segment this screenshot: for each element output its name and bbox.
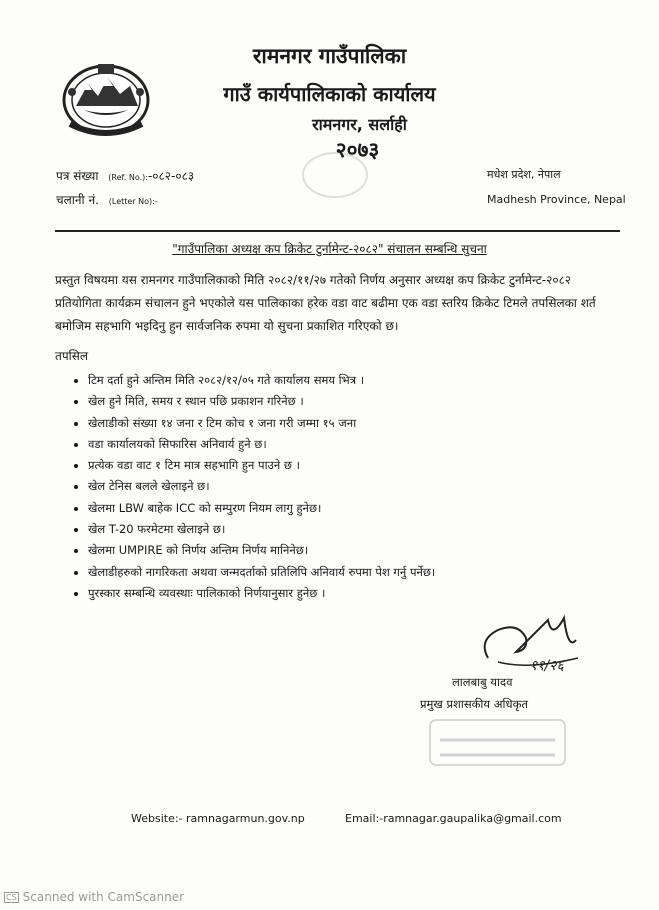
- notice-body: प्रस्तुत विषयमा यस रामनगर गाउँपालिकाको मिति २०८२/११/२७ गतेको निर्णय अनुसार अध्यक्ष कप क्रिकेट टुर्नामेन्ट-२०८२ प्रतियोगिता कार्यक्रम संचालन हुने भएकोले यस पालिकाका हरेक वडा वाट बढीमा एक वडा स्तरिय क्रिकेट टिमले तपसिलका शर्त बमोजिम सहभागि भइदिनु हुन सार्वजनिक रुपमा यो सुचना प्रकाशित गरिएको छ।: [55, 273, 596, 333]
- scanner-watermark: CS Scanned with CamScanner: [6, 890, 185, 904]
- ref-number: पत्र संख्या (Ref. No.):-०८२-०८३: [56, 169, 195, 183]
- header-divider: [55, 230, 620, 232]
- letter-number: चलानी नं. (Letter No):-: [56, 193, 158, 207]
- email-link[interactable]: Email:-ramnagar.gaupalika@gmail.com: [345, 812, 562, 825]
- list-item: • खेलमा LBW बाहेक ICC को सम्पुरण नियम लागु हुनेछ।: [88, 498, 558, 519]
- details-heading: तपसिल: [55, 349, 89, 363]
- list-item: • खेल T-20 फरमेटमा खेलाइने छ।: [88, 519, 558, 540]
- rules-list: [70, 370, 558, 604]
- established-year: २०७३: [335, 138, 380, 162]
- list-item: • टिम दर्ता हुने अन्तिम मिति २०८२/१२/०५ गते कार्यालय समय भित्र ।: [88, 370, 558, 391]
- signatory-name: लालबाबु यादव: [452, 675, 513, 689]
- list-item: • खेल टेनिस बलले खेलाइने छ।: [88, 476, 558, 497]
- list-item: • खेल हुने मिति, समय र स्थान पछि प्रकाशन गरिनेछ ।: [88, 391, 558, 412]
- list-item: • प्रत्येक वडा वाट १ टिम मात्र सहभागि हुन पाउने छ ।: [88, 455, 558, 476]
- municipality-title: रामनगर गाउँपालिका: [252, 44, 407, 68]
- office-title: गाउँ कार्यपालिकाको कार्यालय: [223, 82, 436, 106]
- list-item: • पुरस्कार सम्बन्धि व्यवस्थाः पालिकाको निर्णयानुसार हुनेछ ।: [88, 583, 558, 604]
- signature-icon: [468, 600, 588, 680]
- svg-text:११/२६: ११/२६: [530, 658, 564, 674]
- list-item: • खेलाडीहरुको नागरिकता अथवा जन्मदर्ताको प्रतिलिपि अनिवार्य रुपमा पेश गर्नु पर्नेछ।: [88, 562, 558, 583]
- official-stamp-icon: [425, 710, 570, 770]
- list-item: • वडा कार्यालयको सिफारिस अनिवार्य हुने छ।: [88, 434, 558, 455]
- faint-stamp-icon: [300, 150, 370, 200]
- signatory-title: प्रमुख प्रशासकीय अधिकृत: [420, 697, 528, 711]
- notice-subject: "गाउँपालिका अध्यक्ष कप क्रिकेट टुर्नामेन्ट-२०८२" संचालन सम्बन्धि सुचना: [172, 242, 487, 256]
- province-nepali: मधेश प्रदेश, नेपाल: [487, 168, 561, 181]
- list-item: • खेलमा UMPIRE को निर्णय अन्तिम निर्णय मानिनेछ।: [88, 540, 558, 561]
- list-item: • खेलाडीको संख्या १४ जना र टिम कोच १ जना गरी जम्मा १५ जना: [88, 413, 558, 434]
- province-english: Madhesh Province, Nepal: [487, 193, 626, 206]
- website-link[interactable]: Website:- ramnagarmun.gov.np: [131, 812, 305, 825]
- camscanner-icon: CS: [6, 893, 17, 902]
- office-location: रामनगर, सर्लाही: [312, 115, 407, 134]
